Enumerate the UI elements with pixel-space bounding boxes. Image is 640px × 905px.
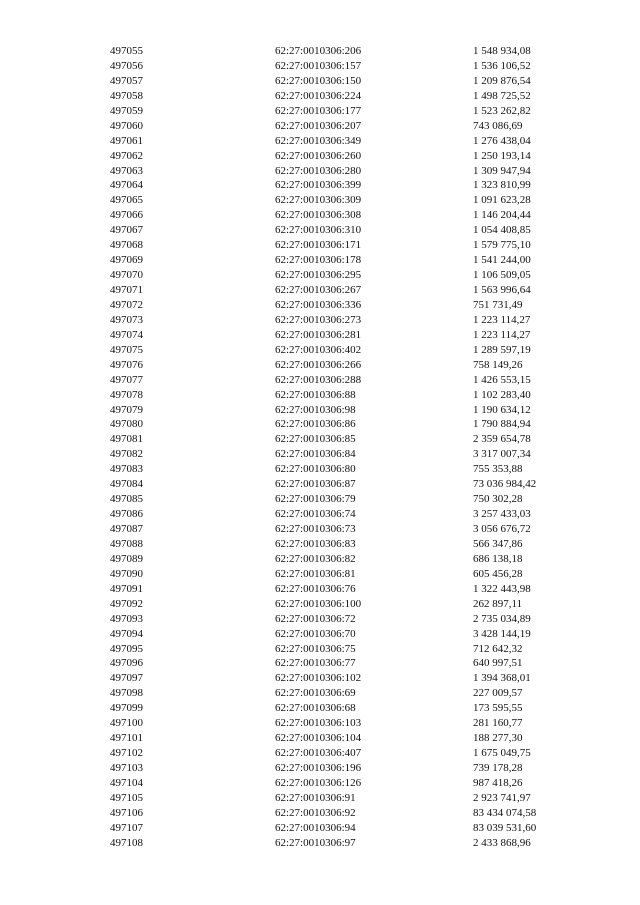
record-number-cell: 497102	[110, 747, 143, 760]
cadastral-value-cell: 739 178,28	[473, 762, 523, 774]
table-row	[0, 343, 640, 358]
record-number-cell: 497071	[110, 284, 143, 296]
record-number-cell: 497099	[110, 702, 143, 715]
cadastral-number-cell: 62:27:0010306:349	[275, 134, 362, 147]
cadastral-number-cell: 62:27:0010306:171	[275, 239, 362, 252]
cadastral-number-cell: 62:27:0010306:91	[275, 791, 356, 804]
cadastral-value-cell: 2 923 741,97	[473, 791, 531, 804]
cadastral-number-cell: 62:27:0010306:100	[275, 597, 362, 610]
record-number-cell: 497100	[110, 717, 143, 730]
table-row	[0, 417, 640, 432]
cadastral-number-cell: 62:27:0010306:102	[275, 672, 362, 685]
table-row	[0, 746, 640, 761]
cadastral-value-cell: 1 223 114,27	[473, 328, 531, 341]
cadastral-number-cell: 62:27:0010306:207	[275, 119, 362, 132]
cadastral-number-cell: 62:27:0010306:288	[275, 373, 362, 386]
cadastral-number-cell: 62:27:0010306:74	[275, 508, 356, 521]
cadastral-number-cell: 62:27:0010306:280	[275, 164, 362, 177]
cadastral-value-cell: 566 347,86	[473, 537, 523, 550]
record-number-cell: 497080	[110, 418, 143, 431]
table-row	[0, 238, 640, 253]
cadastral-value-cell: 1 675 049,75	[473, 747, 531, 760]
cadastral-number-cell: 62:27:0010306:87	[275, 478, 356, 491]
cadastral-value-cell: 227 009,57	[473, 687, 523, 700]
cadastral-value-cell: 2 735 034,89	[473, 612, 531, 625]
cadastral-value-cell: 3 317 007,34	[473, 448, 531, 461]
record-number-cell: 497059	[110, 104, 143, 117]
cadastral-value-cell: 987 418,26	[473, 776, 523, 789]
record-number-cell: 497095	[110, 642, 143, 655]
record-number-cell: 497085	[110, 493, 143, 506]
record-number-cell: 497091	[110, 582, 143, 595]
cadastral-value-cell: 188 277,30	[473, 732, 523, 745]
cadastral-value-cell: 262 897,11	[473, 597, 523, 610]
cadastral-value-cell: 755 353,88	[473, 463, 523, 476]
record-number-cell: 497084	[110, 478, 143, 491]
cadastral-number-cell: 62:27:0010306:76	[275, 582, 356, 595]
cadastral-number-cell: 62:27:0010306:77	[275, 657, 356, 670]
table-row	[0, 74, 640, 89]
table-row	[0, 178, 640, 193]
cadastral-number-cell: 62:27:0010306:407	[275, 747, 362, 760]
cadastral-value-cell: 605 456,28	[473, 567, 523, 580]
cadastral-value-cell: 1 498 725,52	[473, 89, 531, 102]
record-number-cell: 497097	[110, 672, 143, 685]
cadastral-number-cell: 62:27:0010306:402	[275, 343, 362, 356]
cadastral-number-cell: 62:27:0010306:94	[275, 821, 356, 834]
record-number-cell: 497056	[110, 59, 143, 72]
cadastral-number-cell: 62:27:0010306:196	[275, 762, 362, 774]
cadastral-number-cell: 62:27:0010306:104	[275, 732, 362, 745]
cadastral-value-cell: 1 394 368,01	[473, 672, 531, 685]
cadastral-number-cell: 62:27:0010306:224	[275, 89, 362, 102]
cadastral-value-cell: 712 642,32	[473, 642, 523, 655]
cadastral-number-cell: 62:27:0010306:157	[275, 59, 362, 72]
cadastral-value-cell: 1 309 947,94	[473, 164, 531, 177]
table-row	[0, 656, 640, 671]
cadastral-number-cell: 62:27:0010306:273	[275, 313, 362, 326]
cadastral-number-cell: 62:27:0010306:75	[275, 642, 356, 655]
table-row	[0, 104, 640, 119]
cadastral-number-cell: 62:27:0010306:68	[275, 702, 356, 715]
cadastral-value-cell: 751 731,49	[473, 298, 523, 311]
table-row	[0, 567, 640, 582]
record-number-cell: 497087	[110, 523, 143, 535]
cadastral-value-cell: 3 056 676,72	[473, 523, 531, 535]
table-row	[0, 432, 640, 447]
cadastral-number-cell: 62:27:0010306:103	[275, 717, 362, 730]
record-number-cell: 497082	[110, 448, 143, 461]
table-row	[0, 701, 640, 716]
cadastral-value-cell: 1 276 438,04	[473, 134, 531, 147]
table-row	[0, 686, 640, 701]
table-row	[0, 223, 640, 238]
record-number-cell: 497075	[110, 343, 143, 356]
cadastral-value-cell: 1 426 553,15	[473, 373, 531, 386]
record-number-cell: 497067	[110, 224, 143, 237]
record-number-cell: 497092	[110, 597, 143, 610]
cadastral-value-cell: 2 433 868,96	[473, 836, 531, 849]
table-row	[0, 761, 640, 776]
table-row	[0, 134, 640, 149]
table-row	[0, 776, 640, 791]
cadastral-number-cell: 62:27:0010306:98	[275, 403, 356, 416]
table-row	[0, 821, 640, 836]
cadastral-number-cell: 62:27:0010306:178	[275, 254, 362, 267]
cadastral-number-cell: 62:27:0010306:80	[275, 463, 356, 476]
record-number-cell: 497063	[110, 164, 143, 177]
table-row	[0, 522, 640, 537]
table-row	[0, 537, 640, 552]
cadastral-number-cell: 62:27:0010306:84	[275, 448, 356, 461]
record-number-cell: 497101	[110, 732, 143, 745]
cadastral-value-cell: 1 091 623,28	[473, 194, 531, 207]
cadastral-value-cell: 1 209 876,54	[473, 74, 531, 87]
cadastral-value-cell: 1 102 283,40	[473, 388, 531, 401]
table-row	[0, 477, 640, 492]
record-number-cell: 497077	[110, 373, 143, 386]
cadastral-number-cell: 62:27:0010306:399	[275, 179, 362, 192]
record-number-cell: 497103	[110, 762, 143, 774]
cadastral-value-cell: 173 595,55	[473, 702, 523, 715]
cadastral-value-cell: 750 302,28	[473, 493, 523, 506]
table-row	[0, 164, 640, 179]
cadastral-value-cell: 1 548 934,08	[473, 45, 531, 57]
table-row	[0, 612, 640, 627]
cadastral-number-cell: 62:27:0010306:69	[275, 687, 356, 700]
record-number-cell: 497070	[110, 269, 143, 282]
table-row	[0, 373, 640, 388]
record-number-cell: 497083	[110, 463, 143, 476]
table-row	[0, 642, 640, 657]
cadastral-number-cell: 62:27:0010306:85	[275, 433, 356, 446]
table-row	[0, 671, 640, 686]
record-number-cell: 497105	[110, 791, 143, 804]
table-row	[0, 89, 640, 104]
record-number-cell: 497055	[110, 45, 143, 57]
cadastral-number-cell: 62:27:0010306:86	[275, 418, 356, 431]
cadastral-number-cell: 62:27:0010306:295	[275, 269, 362, 282]
record-number-cell: 497104	[110, 776, 143, 789]
table-row	[0, 552, 640, 567]
cadastral-number-cell: 62:27:0010306:83	[275, 537, 356, 550]
cadastral-number-cell: 62:27:0010306:310	[275, 224, 362, 237]
cadastral-number-cell: 62:27:0010306:126	[275, 776, 362, 789]
table-row	[0, 328, 640, 343]
cadastral-value-cell: 83 434 074,58	[473, 806, 537, 819]
table-row	[0, 388, 640, 403]
cadastral-value-cell: 83 039 531,60	[473, 821, 537, 834]
record-number-cell: 497096	[110, 657, 143, 670]
cadastral-number-cell: 62:27:0010306:82	[275, 552, 356, 565]
record-number-cell: 497076	[110, 358, 143, 371]
cadastral-number-cell: 62:27:0010306:81	[275, 567, 356, 580]
table-row	[0, 791, 640, 806]
cadastral-number-cell: 62:27:0010306:72	[275, 612, 356, 625]
record-number-cell: 497066	[110, 209, 143, 222]
cadastral-value-table	[0, 44, 640, 851]
record-number-cell: 497093	[110, 612, 143, 625]
record-number-cell: 497060	[110, 119, 143, 132]
table-row	[0, 507, 640, 522]
record-number-cell: 497072	[110, 298, 143, 311]
record-number-cell: 497106	[110, 806, 143, 819]
record-number-cell: 497061	[110, 134, 143, 147]
cadastral-value-cell: 1 541 244,00	[473, 254, 531, 267]
cadastral-value-cell: 1 563 996,64	[473, 284, 531, 296]
record-number-cell: 497065	[110, 194, 143, 207]
cadastral-value-cell: 281 160,77	[473, 717, 523, 730]
cadastral-number-cell: 62:27:0010306:266	[275, 358, 362, 371]
cadastral-value-cell: 758 149,26	[473, 358, 523, 371]
table-row	[0, 313, 640, 328]
table-row	[0, 208, 640, 223]
cadastral-value-cell: 1 223 114,27	[473, 313, 531, 326]
record-number-cell: 497089	[110, 552, 143, 565]
cadastral-value-cell: 1 146 204,44	[473, 209, 531, 222]
record-number-cell: 497073	[110, 313, 143, 326]
record-number-cell: 497094	[110, 627, 143, 640]
cadastral-number-cell: 62:27:0010306:308	[275, 209, 362, 222]
cadastral-value-cell: 1 190 634,12	[473, 403, 531, 416]
cadastral-value-cell: 1 523 262,82	[473, 104, 531, 117]
cadastral-value-cell: 1 054 408,85	[473, 224, 531, 237]
cadastral-number-cell: 62:27:0010306:97	[275, 836, 356, 849]
table-row	[0, 582, 640, 597]
table-row	[0, 253, 640, 268]
cadastral-number-cell: 62:27:0010306:79	[275, 493, 356, 506]
record-number-cell: 497088	[110, 537, 143, 550]
record-number-cell: 497081	[110, 433, 143, 446]
table-row	[0, 597, 640, 612]
table-row	[0, 298, 640, 313]
table-row	[0, 836, 640, 851]
record-number-cell: 497108	[110, 836, 143, 849]
table-row	[0, 268, 640, 283]
cadastral-value-cell: 1 289 597,19	[473, 343, 531, 356]
table-row	[0, 447, 640, 462]
table-row	[0, 59, 640, 74]
table-row	[0, 627, 640, 642]
cadastral-number-cell: 62:27:0010306:206	[275, 45, 362, 57]
table-row	[0, 403, 640, 418]
record-number-cell: 497057	[110, 74, 143, 87]
cadastral-number-cell: 62:27:0010306:336	[275, 298, 362, 311]
table-row	[0, 492, 640, 507]
record-number-cell: 497074	[110, 328, 143, 341]
record-number-cell: 497064	[110, 179, 143, 192]
record-number-cell: 497062	[110, 149, 143, 162]
cadastral-value-cell: 1 322 443,98	[473, 582, 531, 595]
table-row	[0, 716, 640, 731]
cadastral-value-cell: 1 790 884,94	[473, 418, 531, 431]
table-row	[0, 44, 640, 59]
table-row	[0, 119, 640, 134]
record-number-cell: 497086	[110, 508, 143, 521]
cadastral-number-cell: 62:27:0010306:73	[275, 523, 356, 535]
cadastral-value-cell: 1 579 775,10	[473, 239, 531, 252]
cadastral-value-cell: 686 138,18	[473, 552, 523, 565]
cadastral-value-cell: 2 359 654,78	[473, 433, 531, 446]
cadastral-value-cell: 3 257 433,03	[473, 508, 531, 521]
table-row	[0, 462, 640, 477]
cadastral-number-cell: 62:27:0010306:88	[275, 388, 356, 401]
record-number-cell: 497098	[110, 687, 143, 700]
table-row	[0, 731, 640, 746]
cadastral-value-cell: 3 428 144,19	[473, 627, 531, 640]
record-number-cell: 497078	[110, 388, 143, 401]
cadastral-value-cell: 1 250 193,14	[473, 149, 531, 162]
cadastral-value-cell: 1 106 509,05	[473, 269, 531, 282]
record-number-cell: 497079	[110, 403, 143, 416]
cadastral-number-cell: 62:27:0010306:309	[275, 194, 362, 207]
table-row	[0, 149, 640, 164]
table-row	[0, 193, 640, 208]
cadastral-number-cell: 62:27:0010306:150	[275, 74, 362, 87]
cadastral-value-cell: 73 036 984,42	[473, 478, 537, 491]
table-row	[0, 283, 640, 298]
cadastral-value-cell: 1 323 810,99	[473, 179, 531, 192]
record-number-cell: 497069	[110, 254, 143, 267]
record-number-cell: 497068	[110, 239, 143, 252]
cadastral-number-cell: 62:27:0010306:260	[275, 149, 362, 162]
cadastral-value-cell: 640 997,51	[473, 657, 523, 670]
record-number-cell: 497107	[110, 821, 143, 834]
cadastral-number-cell: 62:27:0010306:70	[275, 627, 356, 640]
cadastral-value-cell: 743 086,69	[473, 119, 523, 132]
cadastral-number-cell: 62:27:0010306:281	[275, 328, 362, 341]
table-row	[0, 806, 640, 821]
cadastral-number-cell: 62:27:0010306:177	[275, 104, 362, 117]
table-row	[0, 358, 640, 373]
cadastral-value-cell: 1 536 106,52	[473, 59, 531, 72]
cadastral-number-cell: 62:27:0010306:92	[275, 806, 356, 819]
cadastral-number-cell: 62:27:0010306:267	[275, 284, 362, 296]
record-number-cell: 497058	[110, 89, 143, 102]
record-number-cell: 497090	[110, 567, 143, 580]
